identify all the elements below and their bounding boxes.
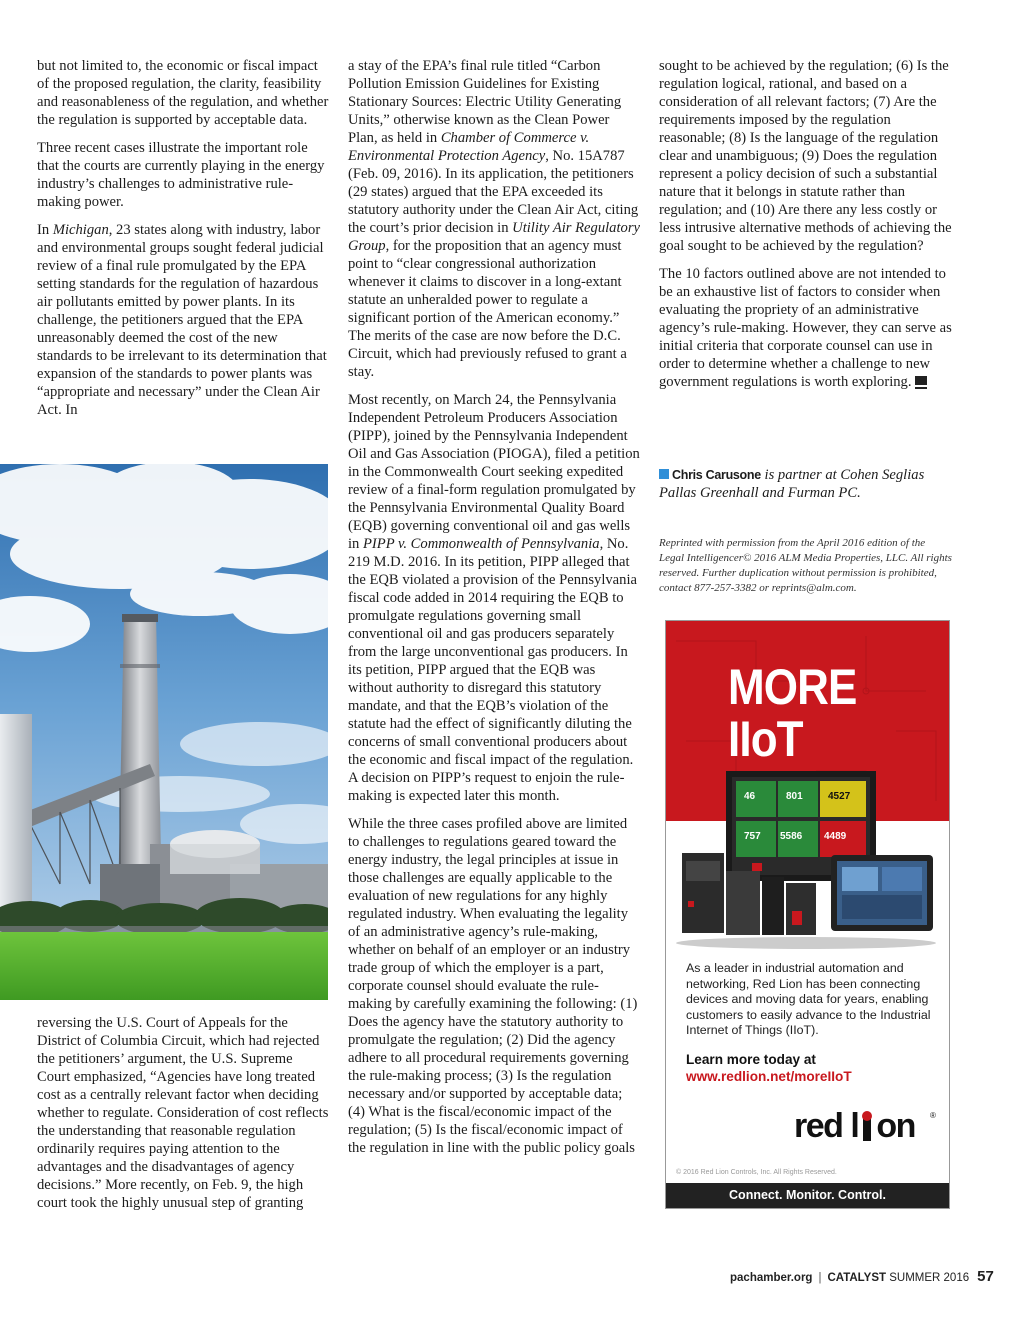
ad-headline: MORE IIoT (728, 659, 857, 767)
footer-site: pachamber.org (730, 1272, 813, 1284)
power-plant-photo (0, 464, 328, 1000)
paragraph-pipp: Most recently, on March 24, the Pennsylvania Independent Petroleum Producers Association (PIPP), joined by the Pennsylvania Independent Oil and Gas Association (PIOGA), filed a petition in the Commonwealth Court seeking expedited review of a final-form regulation promulgated by the Pennsylvania Environmental Quality Board (EQB) governing conventional oil and gas wells in PIPP v. Commonwealth of Pennsylvania, No. 219 M.D. 2016. In its petition, PIPP alleged that the EQB violated a provision of the Pennsylvania fiscal code added in 2014 requiring the EQB to promulgate regulations governing small conventional oil and gas producers separately from the large unconventional gas producers. In its petition, PIPP argued that the EQB was without authority to disregard this statutory mandate, and that the EQB’s violation of the statute had the effect of significantly diluting the concerns of small conventional producers about the economic and fiscal impact of the regulation. A decision on PIPP’s request to enjoin the rule-making is expected later this month. (348, 392, 640, 804)
paragraph-michigan: In Michigan, 23 states along with industry, labor and environmental groups sought federal judicial review of a final rule promulgated by the EPA setting standards for the regulation of hazardous air pollutants emitted by power plants. In its challenge, the petitioners argued that the EPA unreasonably deemed the cost of the new standards to be irrelevant to its determination that expansion of the standards to power plants was “appropriate and necessary” under the Clean Air Act. In (37, 222, 327, 418)
paragraph-clean-power-plan: a stay of the EPA’s final rule titled “Carbon Pollution Emission Guidelines for Existing Stationary Sources: Electric Utility Generating Units,” otherwise known as the Clean Power Plan, as held in Chamber of Commerce v. Environmental Protection Agency, No. 15A787 (Feb. 09, 2016). In its application, the petitioners (29 states) argued that the EPA exceeded its statutory authority under the Clean Air Act, citing the court’s prior decision in Utility Air Regulatory Group, for the proposition that an agency must point to “clear congressional authorization whenever it claims to discover in a long-extant statute an unheralded power to regulate a significant portion of the American economy.” The merits of the case are now before the D.C. Circuit, which had previously refused to grant a stay. (348, 58, 640, 380)
reprint-note: Reprinted with permission from the April 2016 edition of the Legal Intelligencer© 2016 ALM Media Properties, LLC. All rights reserved. Further duplication without permission is prohibited, contact 877-257-3382 or reprints@alm.com. (659, 537, 952, 594)
column-3 (659, 57, 952, 401)
page-number: 57 (977, 1268, 994, 1285)
ad-copyright: © 2016 Red Lion Controls, Inc. All Rights Reserved. (676, 1169, 837, 1176)
footer-magazine: CATALYST (827, 1272, 887, 1284)
column-1-bottom (37, 1014, 329, 1212)
case-name: Chamber of Commerce v. Environmental Protection Agency (348, 130, 590, 164)
paragraph: reversing the U.S. Court of Appeals for the District of Columbia Circuit, which had rejected the petitioners’ argument, the U.S. Supreme Court emphasized, “Agencies have long treated cost as a centrally relevant factor when deciding whether to regulate. Consideration of cost reflects the understanding that reasonable regulation ordinarily requires paying attention to the advantages and the disadvantages of agency decisions.” More recently, on Feb. 9, the high court took the highly unusual step of granting (37, 1015, 329, 1211)
column-1-top (37, 57, 329, 419)
ad-url-link[interactable]: www.redlion.net/moreIIoT (686, 1069, 852, 1084)
case-name: PIPP v. Commonwealth of Pennsylvania (363, 536, 600, 552)
column-2 (348, 57, 641, 1157)
footer-separator: | (818, 1272, 822, 1284)
case-name: Michigan (52, 222, 109, 238)
footer-issue: SUMMER 2016 (889, 1272, 970, 1284)
page-footer (730, 1268, 994, 1285)
paragraph: While the three cases profiled above are limited to challenges to regulations geared toward the energy industry, the legal principles at issue in those challenges are equally applicable to the evaluation of new regulations for any highly regulated industry. When evaluating the legality of an administrative agency’s rule-making, whether on behalf of an employer or an industry trade group of which the employer is a part, corporate counsel should evaluate the rule-making by carefully examining the following: (1) Does the agency have the statutory authority to promulgate the regulation; (2) Did the agency adhere to all procedural requirements governing the rule-making process; (3) Is the regulation necessary and/or supported by acceptable data; (4) What is the fiscal/economic impact of the regulation; (5) Is the fiscal/economic impact of the regulation in line with the public policy goals (348, 816, 638, 1156)
product-illustration (666, 771, 949, 951)
ad-body-text: As a leader in industrial automation and networking, Red Lion has been connecting devices and moving data for years, enabling customers to easily advance to the Industrial Internet of Things (IIoT). (686, 961, 931, 1038)
lion-icon (858, 1107, 876, 1146)
author-bio: Chris Carusone is partner at Cohen Seglias Pallas Greenhall and Furman PC. (659, 467, 925, 501)
registered-mark: ® (930, 1111, 936, 1120)
case-name: Utility Air Regulatory Group (348, 220, 640, 254)
paragraph: but not limited to, the economic or fiscal impact of the proposed regulation, the clarity, feasibility and reasonableness of the regulation, and whether the regulation is supported by acceptable data. (37, 58, 329, 128)
red-lion-logo: red l on (794, 1107, 915, 1145)
ad-tagline: Connect. Monitor. Control. (666, 1183, 949, 1208)
red-lion-advertisement[interactable] (665, 620, 950, 1209)
screen-values: 46 801 4527 757 5586 4489 (744, 791, 851, 842)
end-mark-icon (915, 376, 927, 387)
author-name: Chris Carusone (672, 468, 761, 482)
square-bullet-icon (659, 469, 669, 479)
paragraph: sought to be achieved by the regulation; (6) Is the regulation logical, rational, and based on a consideration of all relevant factors; (7) Are the requirements imposed by the regulation reasonable; (8) Is the language of the regulation clear and unambiguous; (9) Does the regulation represent a policy decision of such a substantial nature that it belongs in statute rather than regulation; and (10) Are there any less costly or less intrusive alternative methods of achieving the goal sought to be achieved by the regulation? (659, 58, 952, 254)
ad-call-to-action: Learn more today at www.redlion.net/moreIIoT (686, 1051, 936, 1085)
paragraph-conclusion: The 10 factors outlined above are not intended to be an exhaustive list of factors to consider when evaluating the propriety of an administrative agency’s rule-making. However, they can serve as initial criteria that corporate counsel can use in order to determine whether a challenge to new government regulations is worth exploring. (659, 266, 952, 390)
paragraph: Three recent cases illustrate the important role that the courts are currently playing in the energy industry’s challenges to administrative rule-making power. (37, 140, 325, 210)
